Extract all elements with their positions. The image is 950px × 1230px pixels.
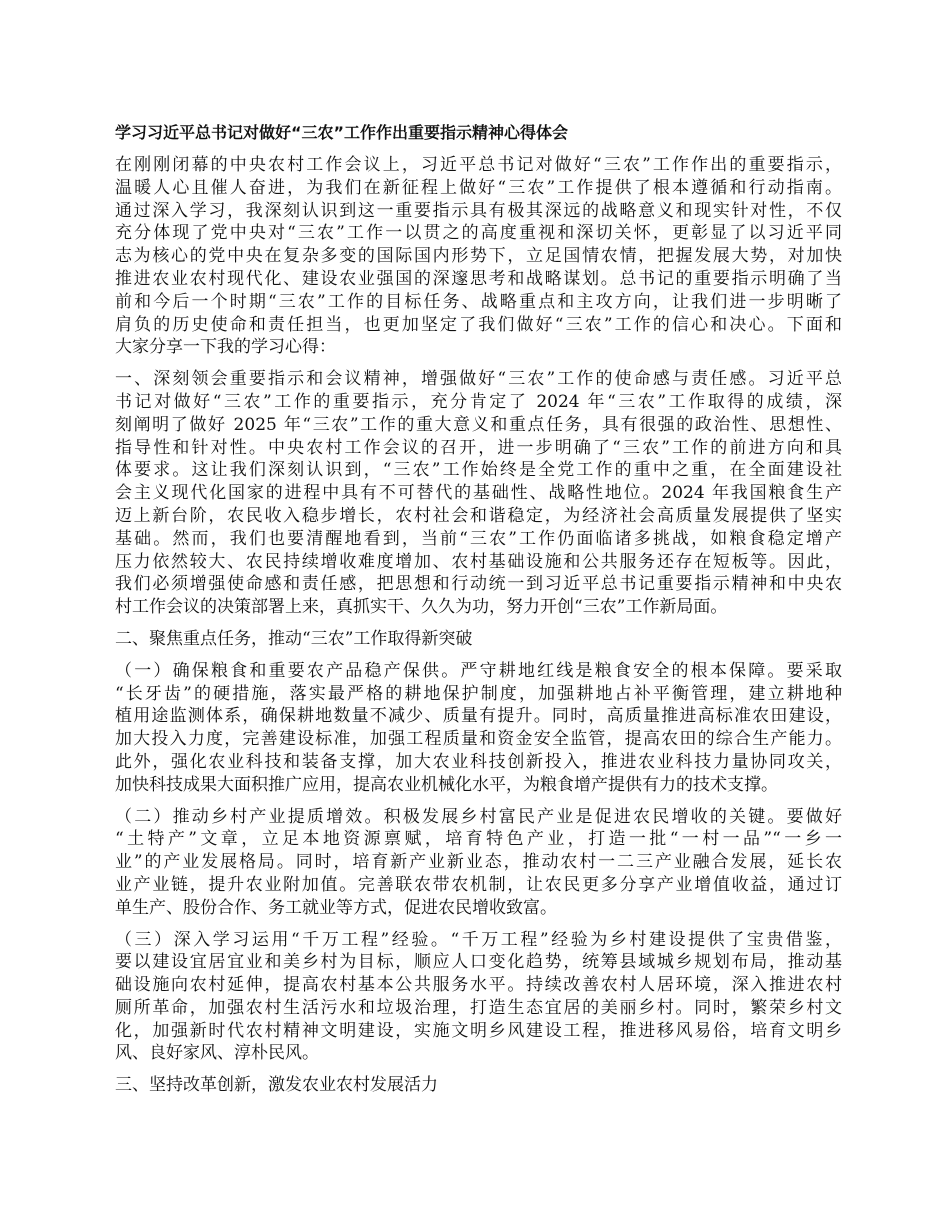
text-line: 础设施向农村延伸，提高农村基本公共服务水平。持续改善农村人居环境，深入推进农村 [115,975,842,996]
text-line: 村工作会议的决策部署上来，真抓实干、久久为功，努力开创“三农”工作新局面。 [115,597,728,618]
text-line: 加快科技成果大面积推广应用，提高农业机械化水平，为粮食增产提供有力的技术支撑。 [115,774,778,795]
text-line: 业产业链，提升农业附加值。完善联农带农机制，让农民更多分享产业增值收益，通过订 [115,874,842,895]
text-line: 我们必须增强使命感和责任感，把思想和行动统一到习近平总书记重要指示精神和中央农 [115,574,842,595]
text-line: 在刚刚闭幕的中央农村工作会议上，习近平总书记对做好“三农”工作作出的重要指示， [115,155,842,175]
text-line: 风、良好家风、淳朴民风。 [115,1043,319,1064]
text-line: 前和今后一个时期“三农”工作的目标任务、战略重点和主攻方向，让我们进一步明晰了 [115,291,842,312]
text-line: 会主义现代化国家的进程中具有不可替代的基础性、战略性地位。2024 年我国粮食生产 [115,483,842,504]
text-line: “长牙齿”的硬措施，落实最严格的耕地保护制度，加强耕地占补平衡管理，建立耕地种 [115,683,842,704]
text-line: （一）确保粮食和重要农产品稳产保供。严守耕地红线是粮食安全的根本保障。要采取 [115,660,842,681]
text-line: 基础。然而，我们也要清醒地看到，当前“三农”工作仍面临诸多挑战，如粮食稳定增产 [115,528,842,549]
text-line: （二）推动乡村产业提质增效。积极发展乡村富民产业是促进农民增收的关键。要做好 [115,806,842,827]
document-body [115,154,842,1097]
text-line: 压力依然较大、农民持续增收难度增加、农村基础设施和公共服务还存在短板等。因此， [115,551,842,572]
text-line: 业”的产业发展格局。同时，培育新产业新业态，推动农村一二三产业融合发展，延长农 [115,852,842,873]
text-line: 二、聚焦重点任务，推动“三农”工作取得新突破 [115,628,473,649]
text-line: 加大投入力度，完善建设标准，加强工程质量和资金安全监管，提高农田的综合生产能力。 [115,729,842,750]
text-line: 肩负的历史使命和责任担当，也更加坚定了我们做好“三农”工作的信心和决心。下面和 [115,314,842,335]
text-line: 大家分享一下我的学习心得： [115,337,336,358]
text-line: 此外，强化农业科技和装备支撑，加大农业科技创新投入，推进农业科技力量协同攻关， [115,751,842,772]
paragraph [115,660,842,797]
paragraph [115,806,842,920]
text-line: 厕所革命，加强农村生活污水和垃圾治理，打造生态宜居的美丽乡村。同时，繁荣乡村文 [115,997,842,1018]
text-line: 要以建设宜居宜业和美乡村为目标，顺应人口变化趋势，统筹县域城乡规划布局，推动基 [115,952,842,973]
text-line: 化，加强新时代农村精神文明建设，实施文明乡风建设工程，推进移风易俗，培育文明乡 [115,1020,842,1041]
text-line: 体要求。这让我们深刻认识到，“三农”工作始终是全党工作的重中之重，在全面建设社 [115,460,842,481]
text-line: 通过深入学习，我深刻认识到这一重要指示具有极其深远的战略意义和现实针对性，不仅 [115,200,842,221]
text-line: （三）深入学习运用“千万工程”经验。“千万工程”经验为乡村建设提供了宝贵借鉴， [115,929,842,950]
text-line: 指导性和针对性。中央农村工作会议的召开，进一步明确了“三农”工作的前进方向和具 [115,437,842,458]
text-line: “土特产”文章，立足本地资源禀赋，培育特色产业，打造一批“一村一品”“一乡一 [115,829,842,850]
paragraph [115,929,842,1066]
paragraph [115,154,842,359]
text-line: 植用途监测体系，确保耕地数量不减少、质量有提升。同时，高质量推进高标准农田建设， [115,706,842,727]
text-line: 推进农业农村现代化、建设农业强国的深邃思考和战略谋划。总书记的重要指示明确了当 [115,268,842,289]
text-line: 充分体现了党中央对“三农”工作一以贯之的高度重视和深切关怀，更彰显了以习近平同 [115,223,842,244]
text-line: 书记对做好“三农”工作的重要指示，充分肯定了 2024 年“三农”工作取得的成绩，深 [115,391,842,412]
text-line: 迈上新台阶，农民收入稳步增长，农村社会和谐稳定，为经济社会高质量发展提供了坚实 [115,505,842,526]
paragraph [115,368,842,619]
text-line: 单生产、股份合作、务工就业等方式，促进农民增收致富。 [115,897,557,918]
paragraph [115,1074,842,1097]
document-title: 学习习近平总书记对做好“三农”工作作出重要指示精神心得体会 [115,123,569,142]
text-line: 一、深刻领会重要指示和会议精神，增强做好“三农”工作的使命感与责任感。习近平总 [115,369,842,390]
paragraph [115,628,842,651]
text-line: 三、坚持改革创新，激发农业农村发展活力 [115,1075,438,1096]
text-line: 刻阐明了做好 2025 年“三农”工作的重大意义和重点任务，具有很强的政治性、思想性、 [115,414,842,435]
document-page [115,122,842,1106]
text-line: 温暖人心且催人奋进，为我们在新征程上做好“三农”工作提供了根本遵循和行动指南。 [115,177,842,198]
text-line: 志为核心的党中央在复杂多变的国际国内形势下，立足国情农情，把握发展大势，对加快 [115,246,842,267]
